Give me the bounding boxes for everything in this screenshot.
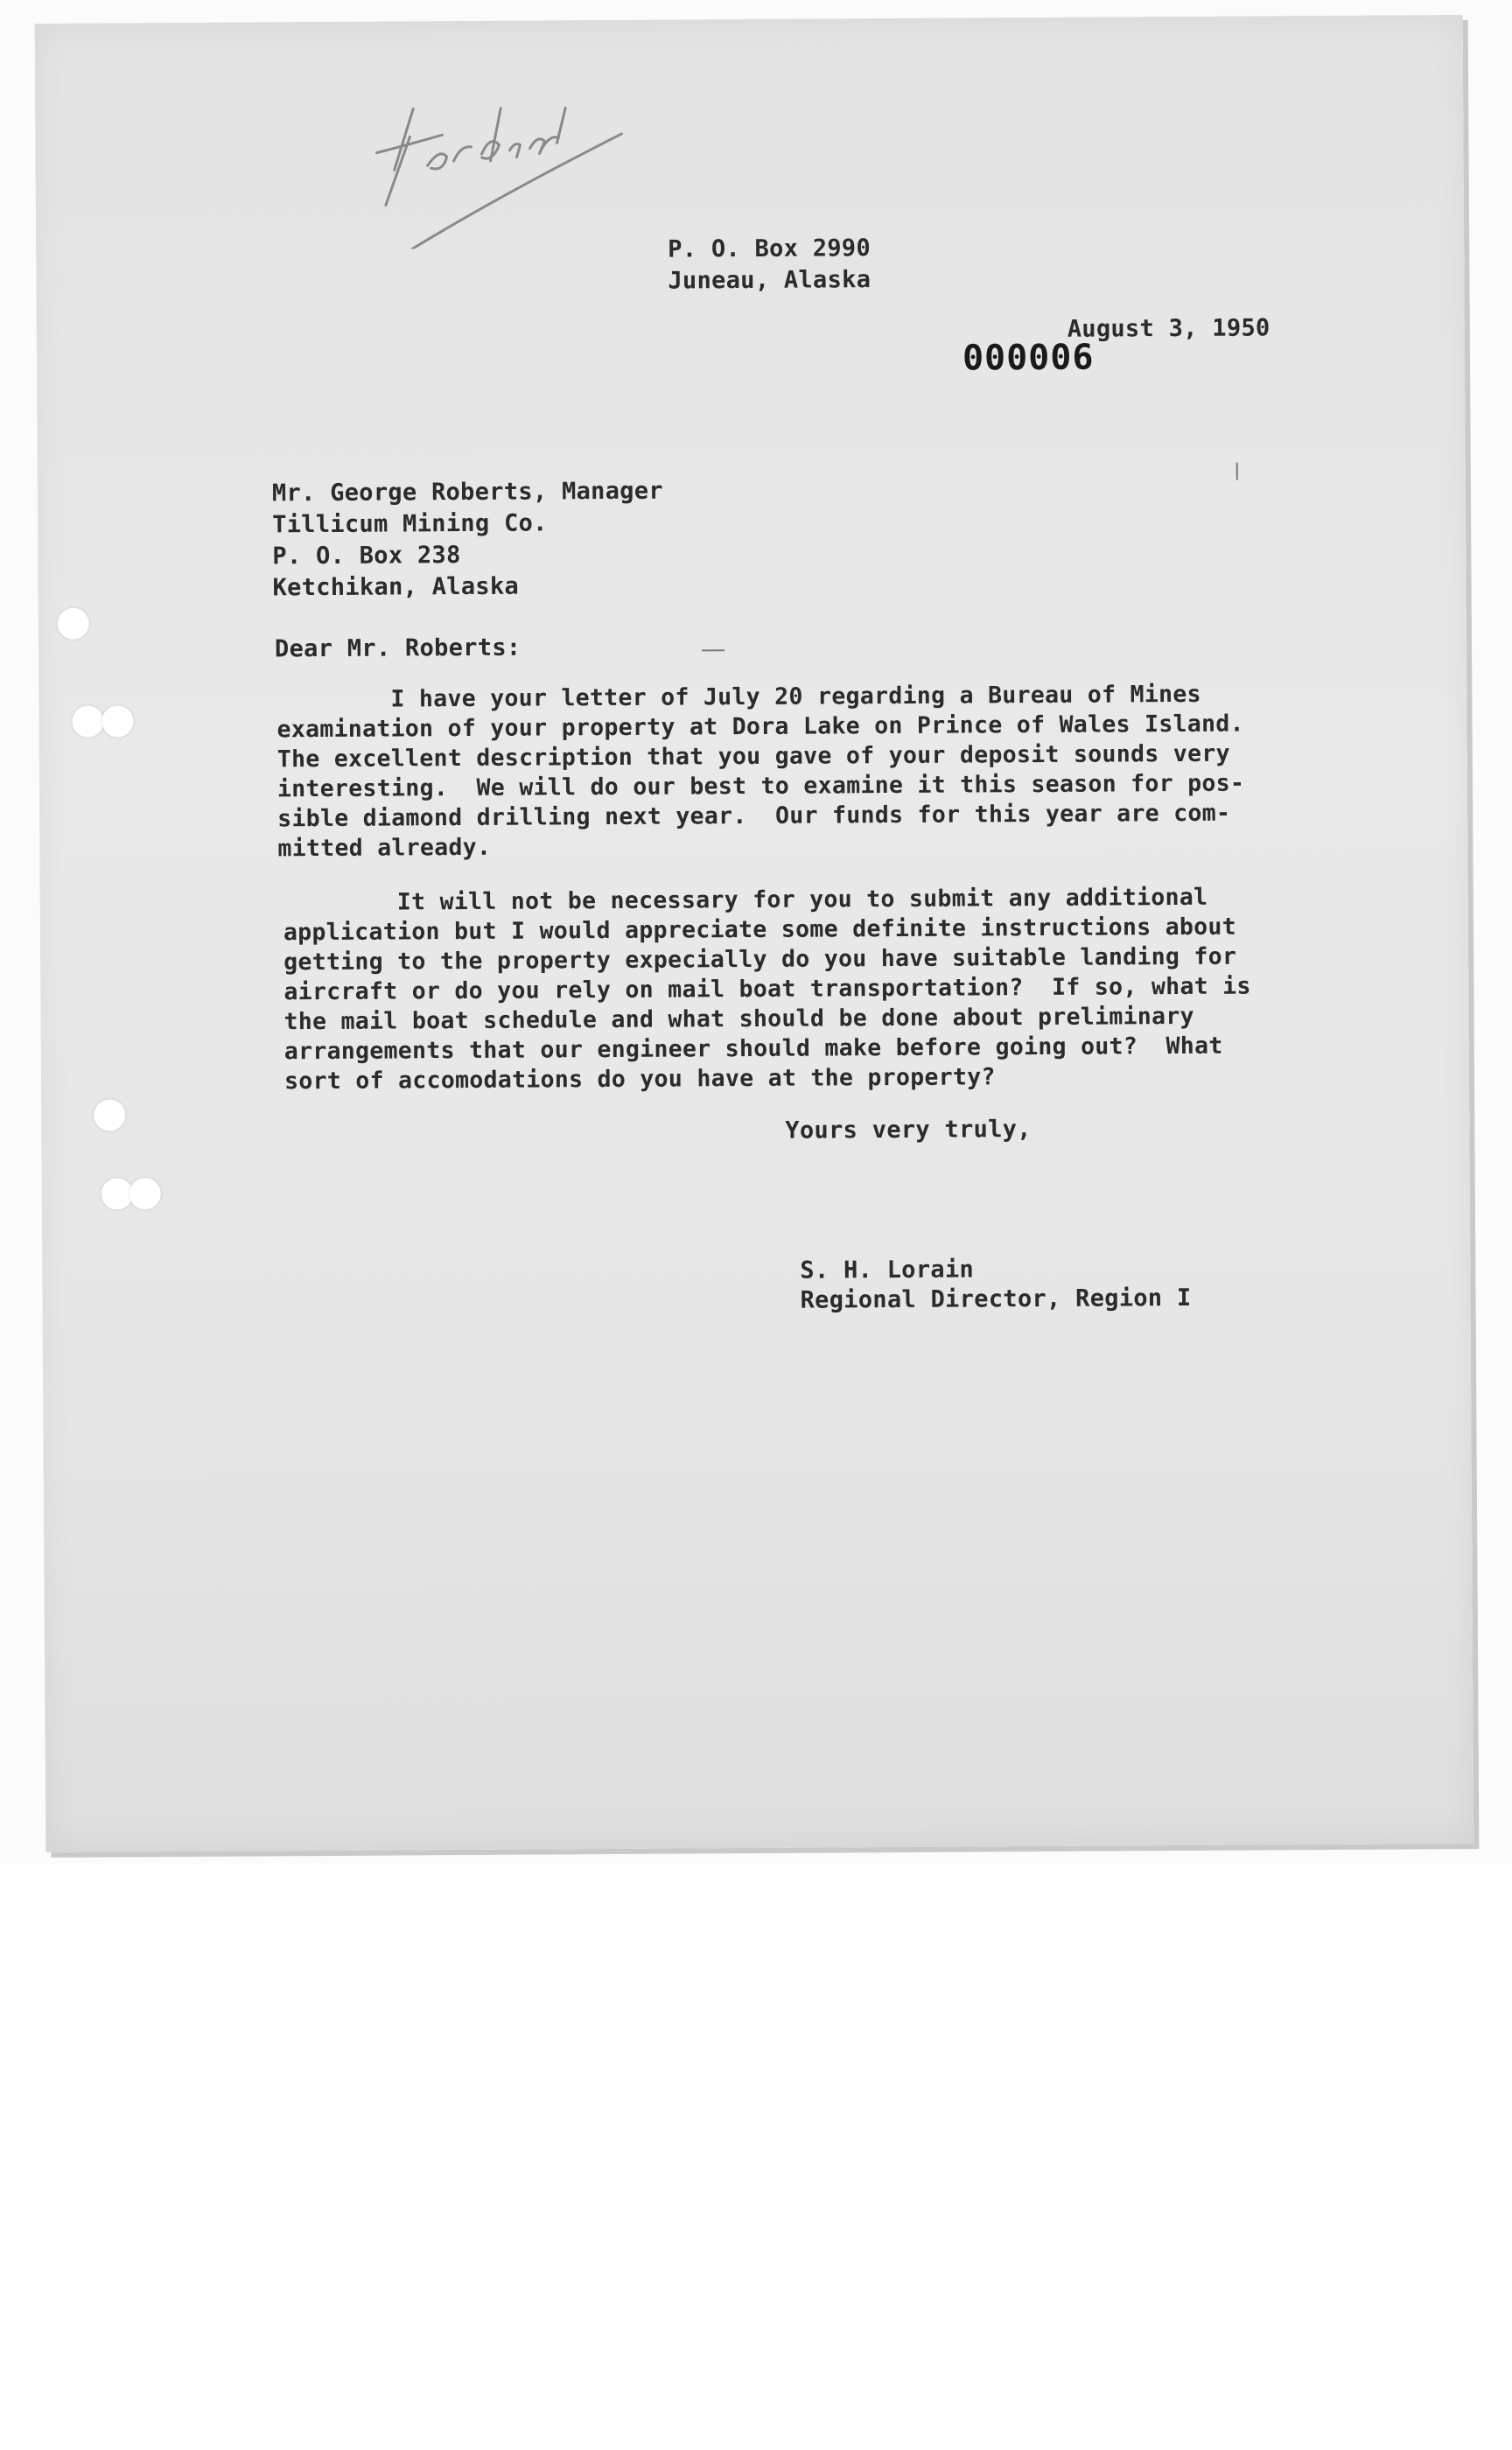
- binder-hole: [102, 705, 133, 737]
- recipient-line-4: Ketchikan, Alaska: [272, 572, 520, 602]
- paragraph-1-line: mitted already.: [277, 833, 492, 863]
- recipient-line-2: Tillicum Mining Co.: [272, 509, 548, 539]
- paragraph-2-line: application but I would appreciate some definite instructions about: [283, 913, 1237, 947]
- paragraph-1-line: I have your letter of July 20 regarding a Bureau of Mines: [276, 680, 1201, 714]
- binder-hole: [58, 608, 89, 640]
- paragraph-1-line: interesting. We will do our best to examine it this season for pos-: [276, 769, 1245, 803]
- paragraph-2-line: sort of accomodations do you have at the property?: [284, 1063, 996, 1096]
- document-stamp-number: 000006: [962, 337, 1095, 379]
- paragraph-2-line: the mail boat schedule and what should be done about preliminary: [284, 1002, 1194, 1036]
- letter-sheet: [35, 15, 1474, 1852]
- paragraph-2-line: arrangements that our engineer should make before going out? What: [284, 1032, 1223, 1066]
- handwritten-note-hardin: [359, 73, 675, 249]
- paragraph-1-line: The excellent description that you gave of your deposit sounds very: [276, 739, 1230, 774]
- sender-address-line-1: P. O. Box 2990: [668, 234, 872, 263]
- stray-mark: [1236, 463, 1238, 480]
- paragraph-2-line: getting to the property expecially do you have suitable landing for: [284, 942, 1237, 976]
- salutation: Dear Mr. Roberts:: [274, 634, 522, 663]
- closing: Yours very truly,: [785, 1116, 1032, 1144]
- binder-hole: [130, 1178, 161, 1209]
- paragraph-2-line: It will not be necessary for you to submit any additional: [283, 883, 1208, 917]
- paragraph-2-line: aircraft or do you rely on mail boat transportation? If so, what is: [284, 972, 1251, 1006]
- sender-address-line-2: Juneau, Alaska: [668, 266, 872, 295]
- recipient-line-1: Mr. George Roberts, Manager: [271, 477, 664, 508]
- paragraph-1-line: sible diamond drilling next year. Our funds for this year are com-: [277, 799, 1231, 833]
- binder-hole: [102, 1178, 133, 1209]
- signature-title: Regional Director, Region I: [800, 1284, 1192, 1314]
- letter-date: August 3, 1950: [1067, 314, 1270, 343]
- binder-hole: [72, 706, 103, 738]
- stray-mark: [702, 649, 724, 651]
- binder-hole: [94, 1099, 125, 1130]
- recipient-line-3: P. O. Box 238: [272, 542, 461, 570]
- signature-name: S. H. Lorain: [800, 1256, 975, 1284]
- paragraph-1-line: examination of your property at Dora Lake on Prince of Wales Island.: [276, 710, 1244, 744]
